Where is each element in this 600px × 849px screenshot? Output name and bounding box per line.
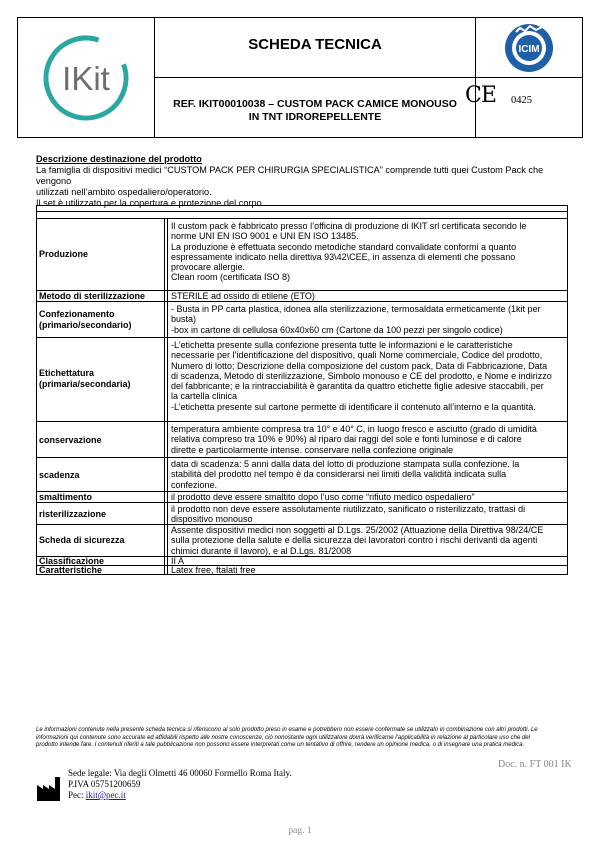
legal-disclaimer [36, 727, 576, 750]
value-line: dispositivo monouso [171, 514, 253, 525]
disclaimer-line: informazioni qui contenute sono accurate ed affidabili rispetto alle nostre conoscenze, ciò nonostante ogni utilizzatore dovrà verificarne l’applicabilità in relazione al particolare uso che del [36, 734, 530, 741]
value-line: chimici durante il lavoro), e al D.Lgs. 81/2008 [171, 545, 352, 556]
svg-text:ICIM: ICIM [518, 44, 540, 55]
ce-mark: CE [465, 83, 496, 108]
table-row-caratteristiche [37, 566, 567, 575]
value-line: il prodotto non deve essere assolutamente riutilizzato, sanificato o risterilizzato, trattasi di [171, 504, 526, 514]
document-number: Doc. n. FT 001 IK [498, 759, 572, 770]
value-line: La produzione è effettuata secondo metodiche standard convalidate conformi a quanto [171, 241, 517, 252]
disclaimer-line: prodotto intende fare. I contenuti riferiti a tale pubblicazione non possono essere interpretati come un tentativo di offrire, rendere un opinione medica, o di insegnare una pratica medica. [36, 742, 525, 748]
row-label: conservazione [39, 435, 102, 445]
value-line: Numero di lotto; Descrizione della composizione del custom pack, Data di Fabbricazione, Data [171, 360, 548, 371]
row-label: Etichettatura (primaria/secondaria) [39, 368, 131, 389]
vat-number: P.IVA 05751200659 [68, 779, 141, 789]
table-row-risterilizzazione [37, 503, 567, 525]
value-line: norme UNI EN ISO 9001 e UNI EN ISO 13485. [171, 231, 359, 242]
table-top-band [37, 212, 567, 219]
value-line: necessarie per l’identificazione del dispositivo, quali Nome commerciale, Codice del prodotto, [171, 350, 543, 361]
pec-email-link[interactable]: ikit@pec.it [85, 790, 126, 800]
value-line: del fabbricante; e la rintracciabilità è garantita da quattro etichette figlie adesive staccabili, per [171, 381, 544, 392]
table-row-smaltimento [37, 492, 567, 503]
logo-cell [18, 18, 155, 137]
value-line: - Busta in PP carta plastica, idonea alla sterilizzazione, termosaldata ermeticamente (1kit per [171, 304, 541, 314]
row-value [171, 492, 565, 502]
value-line: busta) [171, 314, 197, 325]
table-row-scadenza [37, 458, 567, 492]
description-line: utilizzati nell’ambito ospedaliero/operatorio. [36, 187, 212, 197]
svg-text:IKit: IKit [62, 60, 110, 97]
row-label: Scheda di sicurezza [39, 535, 125, 545]
row-value [171, 504, 565, 525]
value-line: confezione. [171, 479, 218, 490]
description-title: Descrizione destinazione del prodotto [36, 154, 202, 164]
table-row-confezionamento [37, 302, 567, 338]
value-line: di scadenza, Metodo di sterilizzazione, Simbolo monouso e CE del prodotto, e Nome e indirizzo [171, 370, 552, 381]
ce-marking [465, 83, 532, 108]
notified-body-number: 0425 [511, 95, 532, 106]
pec-label: Pec: [68, 790, 86, 800]
manufacturer-icon [36, 776, 62, 807]
value-line: dirette e particolarmente intense. conservare nella confezione originale [171, 444, 454, 455]
table-row-scheda-sicurezza [37, 525, 567, 557]
row-label: smaltimento [39, 492, 93, 502]
value-line: -L’etichetta presente sulla confezione presenta tutte le informazioni e le caratteristiche [171, 340, 513, 350]
value-line: Latex free, ftalati free [171, 565, 256, 575]
table-row-conservazione [37, 422, 567, 458]
row-value [171, 340, 565, 412]
value-line: il prodotto deve essere smaltito dopo l’uso come “rifiuto medico ospedaliero” [171, 492, 475, 502]
header-table [17, 17, 583, 138]
row-value [171, 424, 565, 455]
value-line: temperatura ambiente compresa tra 10° e 40° C, in luogo fresco e asciutto (grado di umidità [171, 424, 537, 434]
product-description [36, 154, 576, 209]
value-line: -box in cartone di cellulosa 60x40x60 cm (Cartone da 100 pezzi per singolo codice) [171, 324, 503, 335]
table-row-etichettatura [37, 338, 567, 422]
value-line: STERILE ad ossido di etilene (ETO) [171, 291, 315, 301]
ref-line-2: IN TNT IDROREPELLENTE [248, 111, 382, 123]
value-line: sulla protezione della salute e della sicurezza dei lavoratori contro i rischi derivanti da agenti [171, 535, 538, 546]
pec-line [68, 790, 292, 801]
row-value [171, 525, 565, 556]
value-line: -L’etichetta presente sul cartone permette di identificare il contenuto all’interno e la quantità. [171, 401, 536, 412]
legal-address: Sede legale: Via degli Olmetti 46 00060 Formello Roma Italy. [68, 768, 292, 778]
disclaimer-line: Le informazioni contenute nella presente scheda tecnica si riferiscono al solo prodotto preso in esame e potrebbero non essere confermate se utilizzato in combinazione con altri prodotti. Le [36, 727, 538, 733]
ikit-logo [18, 18, 154, 137]
table-row-sterilizzazione [37, 291, 567, 302]
row-label: scadenza [39, 470, 80, 480]
value-line: data di scadenza: 5 anni dalla data del lotto di produzione stampata sulla confezione. la [171, 459, 520, 469]
value-line: la cartella clinica [171, 391, 238, 402]
row-value [171, 291, 565, 301]
row-label: Confezionamento (primario/secondario) [39, 309, 132, 330]
row-label: Metodo di sterilizzazione [39, 291, 146, 301]
company-address-block [68, 768, 292, 801]
document-title: SCHEDA TECNICA [248, 36, 382, 53]
row-label: risterilizzazione [39, 509, 107, 519]
value-line: Assente dispositivi medici non soggetti al D.Lgs. 25/2002 (Attuazione della Direttiva 98/24/CE [171, 525, 544, 535]
description-line: La famiglia di dispositivi medici “CUSTOM PACK PER CHIRURGIA SPECIALISTICA” comprende tutti quei Custom Pack che vengono [36, 165, 544, 186]
row-value [171, 565, 565, 575]
icim-certification-logo [476, 18, 583, 78]
row-value [171, 221, 565, 283]
description-line: Il set è utilizzato per la copertura e protezione del corpo [36, 198, 262, 208]
table-row-produzione [37, 219, 567, 291]
value-line: stabilità del prodotto nel tempo è da considerarsi nei limiti della validità indicata sulla [171, 469, 507, 480]
certification-cell [475, 18, 583, 137]
value-line: II A [171, 556, 185, 566]
value-line: provocare allergie. [171, 262, 246, 273]
value-line: relativa compreso tra 10% e 90%) al riparo dai raggi del sole e fonti luminose e di calore [171, 434, 522, 445]
value-line: espressamente indicato nella direttiva 93\42\CEE, in assenza di elementi che possano [171, 251, 516, 262]
row-label: Caratteristiche [39, 565, 103, 575]
specifications-table [36, 205, 568, 575]
value-line: Clean room (certificata ISO 8) [171, 272, 291, 283]
ref-line-1: REF. IKIT00010038 – CUSTOM PACK CAMICE MONOUSO [173, 98, 457, 110]
product-reference [155, 98, 475, 124]
page-number: pag. 1 [288, 826, 312, 836]
row-label: Produzione [39, 249, 88, 259]
value-line: Il custom pack è fabbricato presso l’officina di produzione di IKIT srl certificata secondo le [171, 221, 527, 231]
row-value [171, 459, 565, 490]
row-label: Classificazione [39, 556, 105, 566]
row-value [171, 304, 565, 335]
